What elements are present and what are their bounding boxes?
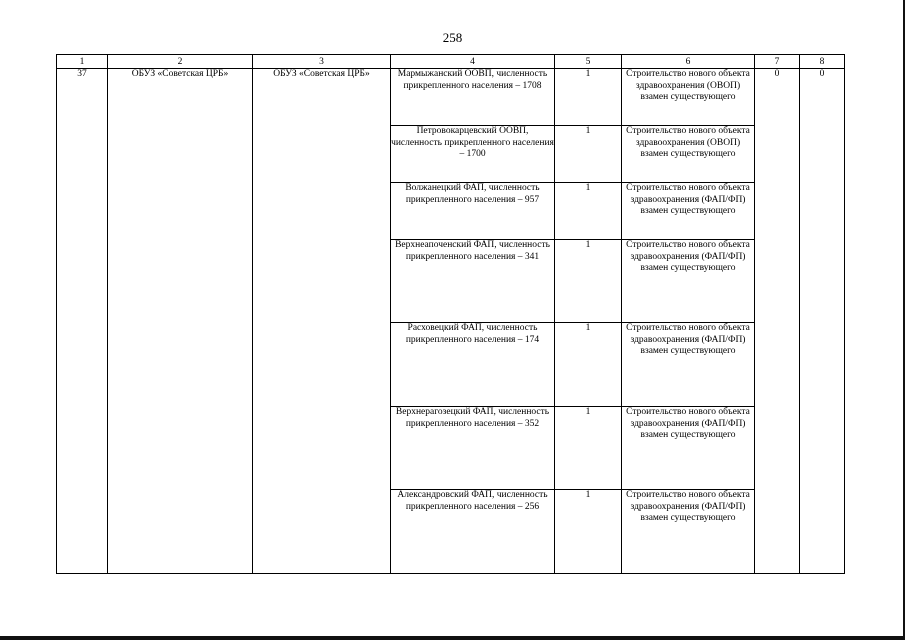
organization-cell: ОБУЗ «Советская ЦРБ» <box>108 69 253 574</box>
table-row <box>57 69 845 126</box>
action-cell: Строительство нового объекта здравоохранения (ФАП/ФП) взамен существующего <box>622 183 755 240</box>
organization-cell: ОБУЗ «Советская ЦРБ» <box>253 69 391 574</box>
quantity-cell: 1 <box>555 407 622 490</box>
object-name-cell: Верхнеапоченский ФАП, численность прикрепленного населения – 341 <box>391 240 555 323</box>
column-header: 5 <box>555 55 622 69</box>
table-header-row <box>57 55 845 69</box>
quantity-cell: 1 <box>555 69 622 126</box>
col8-value-cell: 0 <box>800 69 845 574</box>
action-cell: Строительство нового объекта здравоохранения (ФАП/ФП) взамен существующего <box>622 323 755 407</box>
object-name-cell: Верхнерагозецкий ФАП, численность прикрепленного населения – 352 <box>391 407 555 490</box>
quantity-cell: 1 <box>555 490 622 574</box>
column-header: 4 <box>391 55 555 69</box>
quantity-cell: 1 <box>555 240 622 323</box>
action-cell: Строительство нового объекта здравоохранения (ФАП/ФП) взамен существующего <box>622 407 755 490</box>
action-cell: Строительство нового объекта здравоохранения (ФАП/ФП) взамен существующего <box>622 490 755 574</box>
object-name-cell: Волжанецкий ФАП, численность прикрепленного населения – 957 <box>391 183 555 240</box>
action-cell: Строительство нового объекта здравоохранения (ОВОП) взамен существующего <box>622 69 755 126</box>
object-name-cell: Расховецкий ФАП, численность прикрепленного населения – 174 <box>391 323 555 407</box>
column-header: 2 <box>108 55 253 69</box>
object-name-cell: Петровокарцевский ООВП, численность прикрепленного населения – 1700 <box>391 126 555 183</box>
action-cell: Строительство нового объекта здравоохранения (ФАП/ФП) взамен существующего <box>622 240 755 323</box>
quantity-cell: 1 <box>555 323 622 407</box>
quantity-cell: 1 <box>555 183 622 240</box>
scan-edge-bottom <box>0 636 905 640</box>
object-name-cell: Александровский ФАП, численность прикрепленного населения – 256 <box>391 490 555 574</box>
column-header: 7 <box>755 55 800 69</box>
column-header: 3 <box>253 55 391 69</box>
column-header: 6 <box>622 55 755 69</box>
action-cell: Строительство нового объекта здравоохранения (ОВОП) взамен существующего <box>622 126 755 183</box>
page-number: 258 <box>442 30 463 45</box>
column-header: 1 <box>57 55 108 69</box>
col7-value-cell: 0 <box>755 69 800 574</box>
objects-table <box>56 54 845 574</box>
column-header: 8 <box>800 55 845 69</box>
row-number-cell: 37 <box>57 69 108 574</box>
quantity-cell: 1 <box>555 126 622 183</box>
object-name-cell: Мармыжанский ООВП, численность прикрепленного населения – 1708 <box>391 69 555 126</box>
